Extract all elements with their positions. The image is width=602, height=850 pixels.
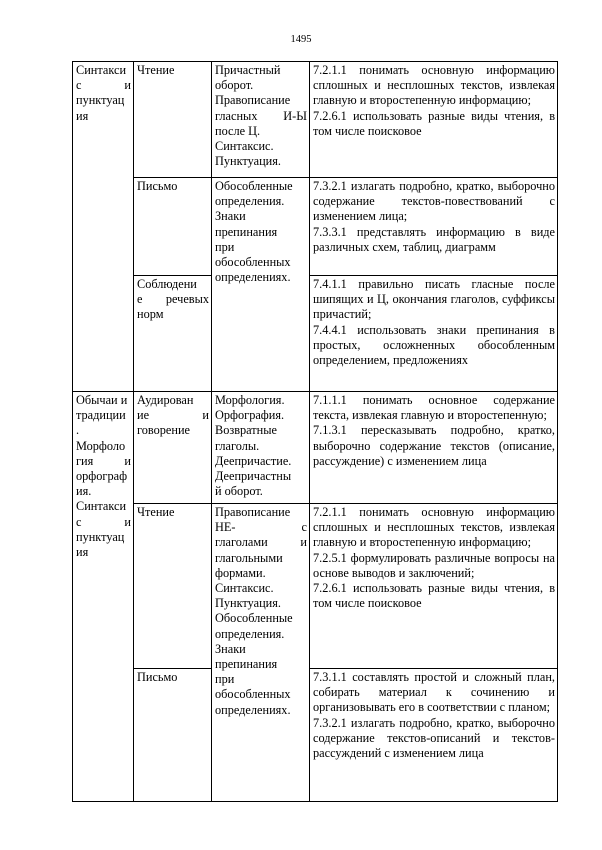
topic-line: Причастный [215,63,281,77]
topic-line: Орфография. [215,408,285,423]
skill-line: Письмо [137,670,178,684]
topic-line: Деепричастны [215,469,292,484]
section-line: гия и [76,453,131,468]
skill-cell [134,504,212,669]
section-line: ия [76,545,89,560]
topic-line: й оборот. [215,484,263,499]
skill-line: Аудирован [137,393,194,407]
section-line: пунктуац [76,93,125,108]
topic-line: Обособленные [215,611,293,626]
section-line: пунктуац [76,529,125,544]
skill-cell [134,669,212,802]
objective-item: 7.2.1.1 понимать основную информацию сплошных и несплошных текстов, извлекая главную и второстепенную информацию; [313,505,555,550]
objective-item: 7.2.6.1 использовать разные виды чтения, в том числе поисковое [313,108,555,138]
topic-line: Синтаксис. [215,139,274,154]
table-row [73,504,558,669]
topic-line: определениях. [215,270,291,285]
topic-line: определениях. [215,702,291,717]
topic-line: Синтаксис. [215,581,274,596]
topic-line: препинания [215,657,278,672]
topic-line: Обособленные [215,179,293,193]
skill-line: Соблюдени [137,277,197,291]
skill-cell [134,276,212,392]
topic-line: при [215,672,235,687]
objectives-cell [310,276,558,392]
table-row [73,62,558,178]
section-line: с и [76,514,131,529]
objectives-cell [310,392,558,504]
table-row [73,392,558,504]
topic-line: НЕ- с [215,520,307,535]
topic-line: гласных И-Ы [215,108,307,123]
section-line: . [76,423,80,438]
section-line: с и [76,78,131,93]
topic-line: Морфология. [215,393,285,407]
topic-line: глаголами и [215,535,307,550]
objectives-cell [310,62,558,178]
section-cell [73,62,134,392]
topic-line: обособленных [215,255,291,270]
curriculum-table [72,61,558,802]
objective-item: 7.1.1.1 понимать основное содержание текста, извлекая главную и второстепенную; [313,393,555,423]
topic-cell [212,504,310,802]
section-line: орфограф [76,469,128,484]
skill-cell [134,392,212,504]
skill-cell [134,178,212,276]
topic-line: обособленных [215,687,291,702]
skill-line: ие и [137,408,209,423]
topic-cell [212,178,310,392]
objective-item: 7.3.2.1 излагать подробно, кратко, выборочно содержание текстов-описаний и текстов-рассуждений с изменением лица [313,715,555,761]
topic-line: определения. [215,194,285,209]
topic-line: Знаки [215,641,246,656]
topic-line: Деепричастие. [215,453,292,468]
topic-line: Пунктуация. [215,154,281,169]
skill-line: Чтение [137,505,175,519]
skill-line: Чтение [137,63,175,77]
topic-cell [212,62,310,178]
objective-item: 7.3.3.1 представлять информацию в виде различных схем, таблиц, диаграмм [313,224,555,254]
topic-line: формами. [215,565,266,580]
page-number: 1495 [290,34,312,45]
objective-item: 7.2.6.1 использовать разные виды чтения, в том числе поисковое [313,581,555,611]
objectives-cell [310,504,558,669]
section-line: ия [76,108,89,123]
topic-line: глаголы. [215,438,260,453]
section-line: Синтакси [76,499,127,514]
topic-line: после Ц. [215,123,261,138]
topic-line: глагольными [215,550,283,565]
section-cell [73,392,134,802]
skill-line: норм [137,307,164,322]
objective-item: 7.4.1.1 правильно писать гласные после шипящих и Ц, окончания глаголов, суффиксы причастий; [313,277,555,322]
objective-item: 7.3.1.1 составлять простой и сложный план, собирать материал к сочинению и организовывать его в соответствии с планом; [313,670,555,715]
section-line: традиции [76,408,126,423]
skill-cell [134,62,212,178]
topic-line: препинания [215,224,278,239]
table-row [73,276,558,392]
objective-item: 7.2.5.1 формулировать различные вопросы на основе выводов и заключений; [313,550,555,580]
topic-line: при [215,239,235,254]
topic-line: Знаки [215,209,246,224]
topic-line: Возвратные [215,423,277,438]
section-line: ия. [76,484,92,499]
table-row [73,669,558,802]
skill-line: говорение [137,423,190,438]
objectives-cell [310,178,558,276]
objectives-cell [310,669,558,802]
topic-line: Пунктуация. [215,596,281,611]
topic-line: определения. [215,626,285,641]
skill-line: е речевых [137,292,209,307]
topic-cell [212,392,310,504]
objective-item: 7.3.2.1 излагать подробно, кратко, выборочно содержание текстов-повествований с изменением лица; [313,179,555,224]
objective-item: 7.1.3.1 пересказывать подробно, кратко, выборочно содержание текстов (описание, рассуждение) с изменением лица [313,423,555,468]
objective-item: 7.4.4.1 использовать знаки препинания в простых, осложненных обособленным определением, предложениях [313,322,555,368]
section-line: Обычаи и [76,393,128,407]
topic-line: Правописание [215,93,291,108]
skill-line: Письмо [137,179,178,193]
table-row [73,178,558,276]
section-line: Морфоло [76,438,126,453]
topic-line: оборот. [215,78,254,93]
section-line: Синтакси [76,63,127,77]
objective-item: 7.2.1.1 понимать основную информацию сплошных и несплошных текстов, извлекая главную и второстепенную информацию; [313,63,555,108]
topic-line: Правописание [215,505,291,519]
